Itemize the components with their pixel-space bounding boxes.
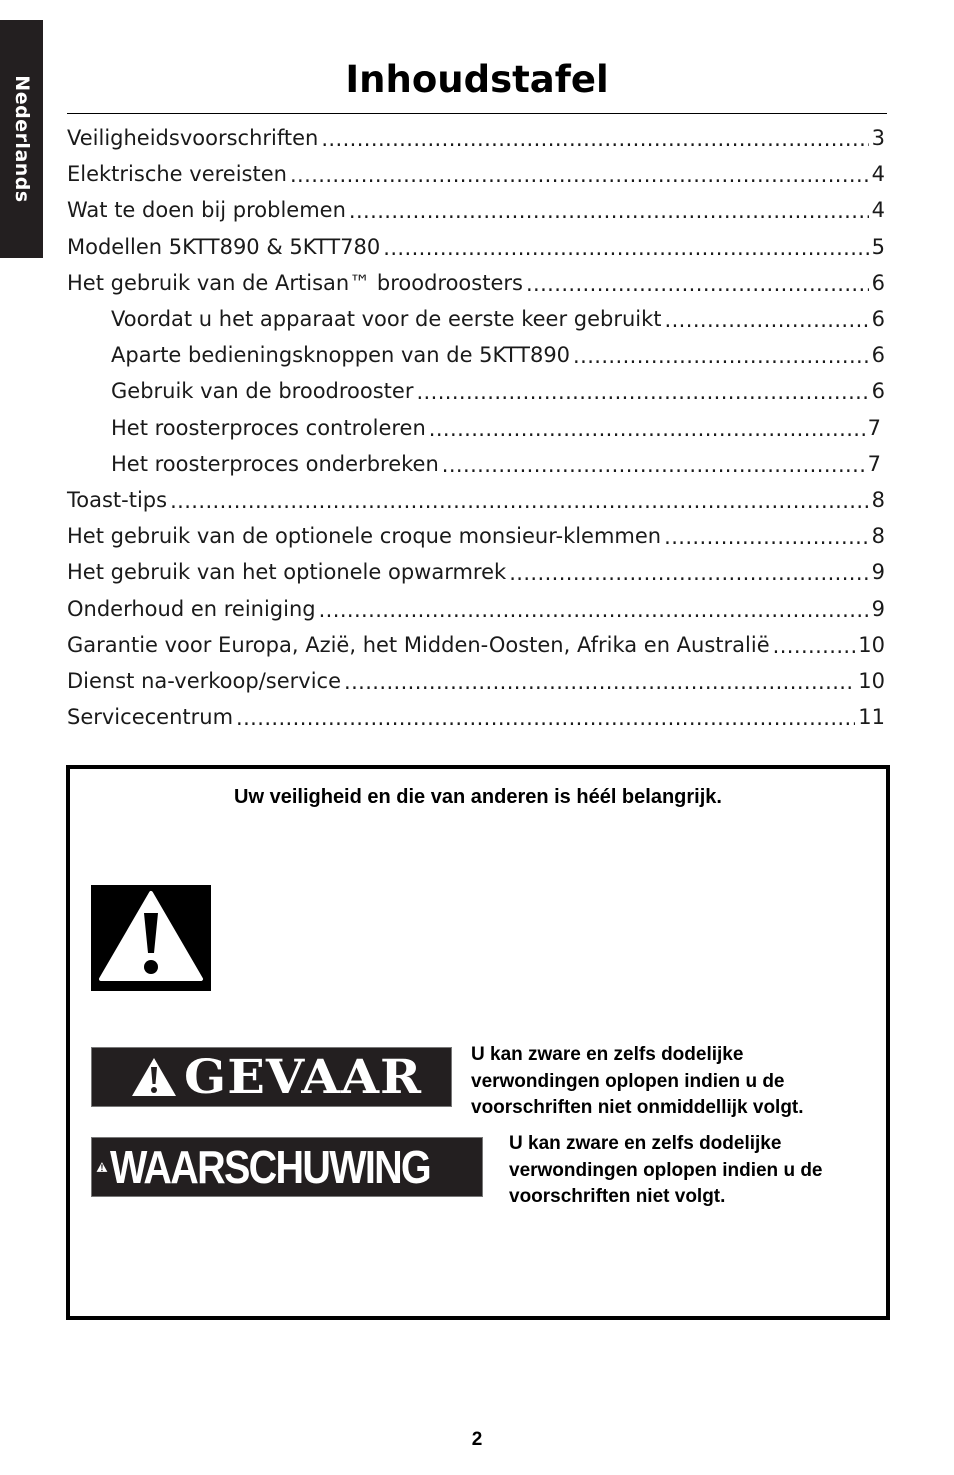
- page-title: Inhoudstafel: [345, 58, 609, 101]
- toc-entry-page: 7: [867, 415, 881, 440]
- toc-entry-label: Wat te doen bij problemen: [67, 198, 346, 223]
- toc-entry[interactable]: [67, 518, 885, 554]
- toc-entry-page: 9: [871, 560, 885, 585]
- toc-entry-page: 8: [871, 524, 885, 549]
- toc-leader-dots: [416, 380, 868, 404]
- warning-signal-label: [91, 1137, 483, 1197]
- toc-entry[interactable]: [67, 482, 885, 518]
- toc-leader-dots: [509, 561, 868, 585]
- toc-entry-page: 10: [858, 632, 885, 657]
- toc-entry-label: Toast-tips: [67, 487, 168, 512]
- toc-entry-page: 6: [871, 270, 885, 295]
- safety-heading: Uw veiligheid en die van anderen is héél belangrijk.: [234, 786, 722, 808]
- toc-entry-label: Voordat u het apparaat voor de eerste keer gebruikt: [111, 307, 662, 332]
- toc-entry-page: 6: [871, 379, 885, 404]
- toc-entry-page: 7: [867, 451, 881, 476]
- toc-leader-dots: [383, 236, 868, 260]
- warning-alert-icon: [96, 1146, 108, 1188]
- toc-entry-page: 11: [858, 705, 885, 730]
- toc-subentry[interactable]: [67, 446, 885, 482]
- toc-entry-label: Het roosterproces controleren: [111, 415, 426, 440]
- toc-entry[interactable]: [67, 699, 885, 735]
- toc-leader-dots: [429, 417, 865, 441]
- toc-entry-label: Gebruik van de broodrooster: [111, 379, 414, 404]
- toc-leader-dots: [344, 670, 855, 694]
- toc-entry-page: 4: [871, 198, 885, 223]
- toc-subentry[interactable]: [67, 337, 885, 373]
- toc-entry[interactable]: [67, 156, 885, 192]
- toc-entry-label: Het roosterproces onderbreken: [111, 451, 439, 476]
- toc-entry-page: 8: [871, 487, 885, 512]
- toc-entry-label: Elektrische vereisten: [67, 162, 287, 187]
- warning-signal-word: WAARSCHUWING: [109, 1141, 430, 1193]
- safety-alert-triangle-icon: [91, 885, 211, 991]
- toc-subentry[interactable]: [67, 410, 885, 446]
- danger-signal-word: GEVAAR: [184, 1049, 423, 1105]
- toc-entry-page: 10: [858, 668, 885, 693]
- toc-leader-dots: [349, 199, 869, 223]
- toc-entry-page: 3: [871, 126, 885, 151]
- toc-entry-label: Dienst na-verkoop/service: [67, 668, 341, 693]
- warning-description: U kan zware en zelfs dodelijke verwondingen oplopen indien u de voorschriften niet volgt.: [509, 1133, 823, 1207]
- toc-entry-page: 5: [871, 234, 885, 259]
- toc-entry-label: Onderhoud en reiniging: [67, 596, 316, 621]
- toc-leader-dots: [664, 525, 869, 549]
- toc-entry-label: Het gebruik van de Artisan™ broodroosters: [67, 270, 523, 295]
- toc-entry[interactable]: [67, 663, 885, 699]
- toc-entry-page: 9: [871, 596, 885, 621]
- danger-signal-label: [91, 1047, 452, 1107]
- toc-subentry[interactable]: [67, 373, 885, 409]
- toc-entry-page: 4: [871, 162, 885, 187]
- toc-entry[interactable]: [67, 229, 885, 265]
- toc-leader-dots: [290, 163, 869, 187]
- title-divider: [67, 113, 887, 114]
- toc-entry[interactable]: [67, 554, 885, 590]
- safety-notice-box: [66, 765, 890, 1320]
- toc-entry-label: Het gebruik van de optionele croque monsieur-klemmen: [67, 524, 662, 549]
- language-tab: [0, 20, 43, 258]
- toc-leader-dots: [573, 344, 869, 368]
- toc-leader-dots: [665, 308, 869, 332]
- toc-entry-label: Aparte bedieningsknoppen van de 5KTT890: [111, 343, 571, 368]
- language-tab-label: Nederlands: [10, 75, 33, 203]
- toc-entry-page: 6: [871, 343, 885, 368]
- toc-entry[interactable]: [67, 590, 885, 626]
- toc-entry[interactable]: [67, 627, 885, 663]
- toc-leader-dots: [321, 127, 868, 151]
- toc-entry-label: Garantie voor Europa, Azië, het Midden-Oosten, Afrika en Australië: [67, 632, 770, 657]
- toc-leader-dots: [236, 706, 855, 730]
- toc-entry[interactable]: [67, 192, 885, 228]
- toc-entry-label: Het gebruik van het optionele opwarmrek: [67, 560, 507, 585]
- toc-entry[interactable]: [67, 120, 885, 156]
- toc-leader-dots: [319, 598, 869, 622]
- toc-subentry[interactable]: [67, 301, 885, 337]
- toc-entry-label: Veiligheidsvoorschriften: [67, 126, 319, 151]
- toc-leader-dots: [442, 453, 865, 477]
- toc-entry[interactable]: [67, 265, 885, 301]
- danger-description: U kan zware en zelfs dodelijke verwondingen oplopen indien u de voorschriften niet onmiddellijk volgt.: [471, 1044, 804, 1118]
- toc-entry-label: Modellen 5KTT890 & 5KTT780: [67, 234, 381, 259]
- page-number: 2: [471, 1429, 483, 1450]
- danger-alert-icon: [130, 1056, 178, 1098]
- toc-leader-dots: [526, 272, 869, 296]
- toc-entry-label: Servicecentrum: [67, 705, 234, 730]
- toc-entry-page: 6: [871, 307, 885, 332]
- table-of-contents: [67, 120, 885, 735]
- toc-leader-dots: [773, 634, 856, 658]
- toc-leader-dots: [170, 489, 869, 513]
